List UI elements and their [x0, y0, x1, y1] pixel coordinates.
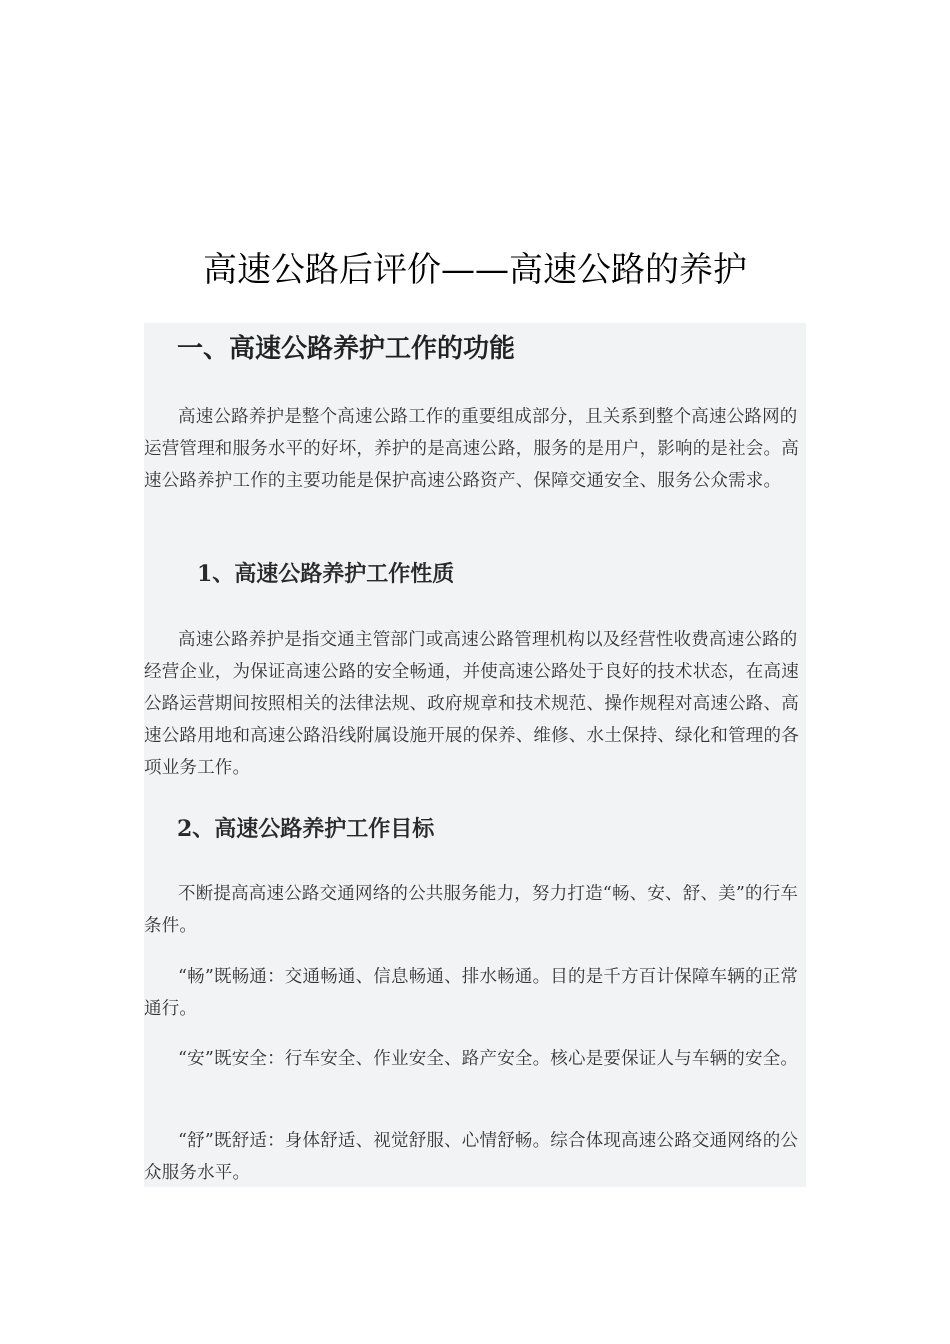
subsection-heading-nature: 1、高速公路养护工作性质 — [197, 561, 455, 587]
content-block — [144, 323, 806, 1187]
section-heading-functions: 一、高速公路养护工作的功能 — [177, 334, 516, 364]
goals-paragraph-intro: 不断提高高速公路交通网络的公共服务能力，努力打造“畅、安、舒、美”的行车条件。 — [144, 884, 799, 936]
document-title: 高速公路后评价——高速公路的养护 — [203, 250, 747, 290]
subsection-paragraph-nature: 高速公路养护是指交通主管部门或高速公路管理机构以及经营性收费高速公路的经营企业，为保证高速公路的安全畅通，并使高速公路处于良好的技术状态，在高速公路运营期间按照相关的法律法规、政府规章和技术规范、操作规程对高速公路、高速公路用地和高速公路沿线附属设施开展的保养、维修、水土保持、绿化和管理的各项业务工作。 — [144, 630, 799, 778]
goals-paragraph-safe: “安”既安全：行车安全、作业安全、路产安全。核心是要保证人与车辆的安全。 — [178, 1049, 799, 1069]
subsection-heading-goals: 2、高速公路养护工作目标 — [177, 816, 435, 842]
goals-paragraph-smooth: “畅”既畅通：交通畅通、信息畅通、排水畅通。目的是千方百计保障车辆的正常通行。 — [144, 967, 799, 1019]
section-paragraph-functions: 高速公路养护是整个高速公路工作的重要组成部分，且关系到整个高速公路网的运营管理和服务水平的好坏，养护的是高速公路，服务的是用户，影响的是社会。高速公路养护工作的主要功能是保护高速公路资产、保障交通安全、服务公众需求。 — [144, 407, 799, 491]
goals-paragraph-comfortable: “舒”既舒适：身体舒适、视觉舒服、心情舒畅。综合体现高速公路交通网络的公众服务水平。 — [144, 1131, 799, 1183]
